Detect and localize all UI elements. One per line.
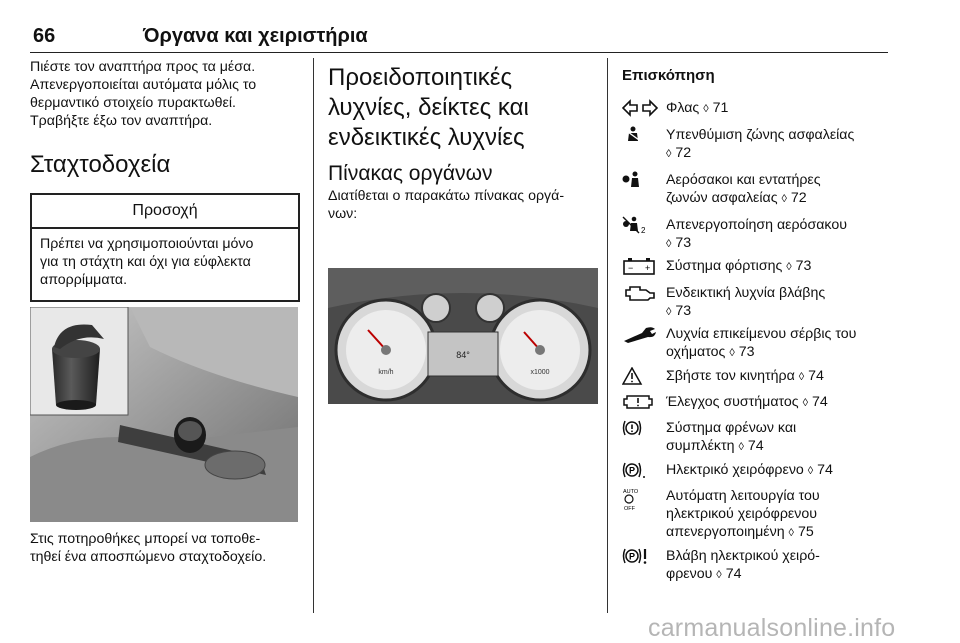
column-2 <box>328 63 598 223</box>
item-label: φρενου <box>666 566 713 582</box>
section-title-ashtrays: Σταχτοδοχεία <box>30 151 171 178</box>
warning-triangle-icon <box>622 367 658 385</box>
overview-title: Επισκόπηση <box>622 67 715 84</box>
caption-line: τηθεί ένα αποσπώμενο σταχτοδοχείο. <box>30 549 267 565</box>
watermark: carmanualsonline.info <box>648 614 896 642</box>
photo-caption <box>30 530 300 566</box>
item-page-ref[interactable]: 74 <box>812 394 828 410</box>
notice-line: Πρέπει να χρησιμοποιούνται μόνο <box>40 236 254 252</box>
cluster-display-text: 84° <box>456 350 470 360</box>
intro-line: Απενεργοποιείται αυτόματα μόλις το <box>30 77 257 93</box>
ref-arrow-icon: ◊ <box>666 306 672 318</box>
column-divider <box>313 58 314 613</box>
caption-line: Στις ποτηροθήκες μπορεί να τοποθε- <box>30 531 261 547</box>
overview-item-text <box>666 547 891 584</box>
item-label: Απενεργοποίηση αερόσακου <box>666 217 847 233</box>
ref-arrow-icon: ◊ <box>703 103 709 115</box>
item-page-ref[interactable]: 72 <box>675 145 692 161</box>
item-page-ref[interactable]: 74 <box>808 368 824 384</box>
caution-notice <box>30 193 300 302</box>
ref-arrow-icon: ◊ <box>716 569 722 581</box>
overview-item-text <box>666 393 891 412</box>
item-label: απενεργοποιημένη <box>666 524 785 540</box>
section-title-line: λυχνίες, δείκτες και <box>328 94 529 121</box>
auto-parking-off-icon <box>622 487 658 511</box>
item-label: οχήματος <box>666 344 726 360</box>
overview-item-text <box>666 126 891 163</box>
item-label: ηλεκτρικού χειρόφρενου <box>666 506 817 522</box>
ref-arrow-icon: ◊ <box>781 193 787 205</box>
item-label: Φλας <box>666 100 700 116</box>
item-label: Ενδεικτική λυχνία βλάβης <box>666 285 826 301</box>
auto-label: AUTO <box>623 489 639 495</box>
overview-item-text <box>666 216 891 253</box>
item-page-ref[interactable]: 73 <box>738 344 755 360</box>
ref-arrow-icon: ◊ <box>666 148 672 160</box>
section-title-line: ενδεικτικές λυχνίες <box>328 124 525 151</box>
ref-arrow-icon: ◊ <box>807 465 814 477</box>
parking-p: P <box>629 465 636 476</box>
intro-line: Πιέστε τον αναπτήρα προς τα μέσα. <box>30 59 256 75</box>
overview-item-text <box>666 284 891 321</box>
item-page-ref[interactable]: 74 <box>747 438 764 454</box>
item-label: Έλεγχος συστήματος <box>666 394 799 410</box>
overview-item-text <box>666 99 891 118</box>
ref-arrow-icon: ◊ <box>802 397 809 409</box>
battery-minus: − <box>628 263 634 273</box>
item-page-ref[interactable]: 73 <box>675 235 692 251</box>
chapter-title: Όργανα και χειριστήρια <box>143 25 368 47</box>
instrument-cluster-illustration <box>328 268 598 404</box>
intro-line: Τραβήξτε έξω τον αναπτήρα. <box>30 113 213 129</box>
ref-arrow-icon: ◊ <box>729 347 735 359</box>
page-header <box>30 22 888 53</box>
overview-item-text <box>666 461 891 480</box>
item-label: Σβήστε τον κινητήρα <box>666 368 795 384</box>
subsection-title: Πίνακας οργάνων <box>328 162 493 185</box>
parking-p: P <box>629 551 636 562</box>
ref-arrow-icon: ◊ <box>798 371 805 383</box>
item-page-ref[interactable]: 74 <box>725 566 742 582</box>
airbag-suffix: 2 <box>641 226 646 234</box>
item-label: ζωνών ασφαλείας <box>666 190 778 206</box>
off-label: OFF <box>624 506 635 511</box>
system-check-icon <box>622 393 658 411</box>
brake-system-icon <box>622 419 658 437</box>
item-label: Υπενθύμιση ζώνης ασφαλείας <box>666 127 855 143</box>
ref-arrow-icon: ◊ <box>786 261 792 273</box>
section-title-line: Προειδοποιητικές <box>328 64 513 91</box>
page-number: 66 <box>33 25 56 47</box>
column-1 <box>30 58 300 180</box>
battery-icon <box>622 257 658 275</box>
column-divider <box>607 58 608 613</box>
item-page-ref[interactable]: 73 <box>675 303 692 319</box>
item-page-ref[interactable]: 75 <box>797 524 814 540</box>
item-label: Σύστημα φρένων και <box>666 420 797 436</box>
overview-item-text <box>666 325 891 362</box>
wrench-icon <box>622 325 658 343</box>
intro-line: θερμαντικό στοιχείο πυρακτωθεί. <box>30 95 236 111</box>
item-label: Αερόσακοι και εντατήρες <box>666 172 821 188</box>
gauge-left-label: km/h <box>378 369 394 376</box>
instrument-cluster-image <box>328 268 598 404</box>
airbag-icon <box>622 171 658 189</box>
item-label: Αυτόματη λειτουργία του <box>666 488 820 504</box>
item-page-ref[interactable]: 73 <box>795 258 812 274</box>
ref-arrow-icon: ◊ <box>666 238 672 250</box>
ashtray-photo <box>30 307 298 522</box>
item-page-ref[interactable]: 72 <box>790 190 807 206</box>
notice-body <box>32 229 298 295</box>
parking-brake-icon <box>622 461 658 479</box>
overview-item-text <box>666 419 891 456</box>
overview-item-text <box>666 171 891 208</box>
body-line: Διατίθεται ο παρακάτω πίνακας οργά- <box>328 188 565 204</box>
turn-signal-icon <box>622 99 658 117</box>
airbag-off-icon <box>622 216 658 234</box>
body-line: νων: <box>328 206 358 222</box>
ref-arrow-icon: ◊ <box>738 441 744 453</box>
notice-title: Προσοχή <box>32 195 298 229</box>
parking-brake-fault-icon <box>622 547 658 565</box>
item-label: Λυχνία επικείμενου σέρβις του <box>666 326 857 342</box>
battery-plus: + <box>645 263 651 273</box>
ref-arrow-icon: ◊ <box>788 527 794 539</box>
notice-line: απορρίμματα. <box>40 272 128 288</box>
item-label: Ηλεκτρικό χειρόφρενο <box>666 462 804 478</box>
item-label: Βλάβη ηλεκτρικού χειρό- <box>666 548 820 564</box>
overview-item-text <box>666 487 891 542</box>
overview-item-text <box>666 257 891 276</box>
notice-line: για τη στάχτη και όχι για εύφλεκτα <box>40 254 251 270</box>
ashtray-illustration <box>30 307 298 522</box>
item-label: Σύστημα φόρτισης <box>666 258 783 274</box>
item-page-ref[interactable]: 74 <box>817 462 833 478</box>
gauge-right-label: x1000 <box>530 369 550 376</box>
item-page-ref[interactable]: 71 <box>712 100 729 116</box>
item-label: συμπλέκτη <box>666 438 735 454</box>
seat-belt-icon <box>622 126 658 144</box>
overview-item-text <box>666 367 891 386</box>
engine-icon <box>622 284 658 302</box>
